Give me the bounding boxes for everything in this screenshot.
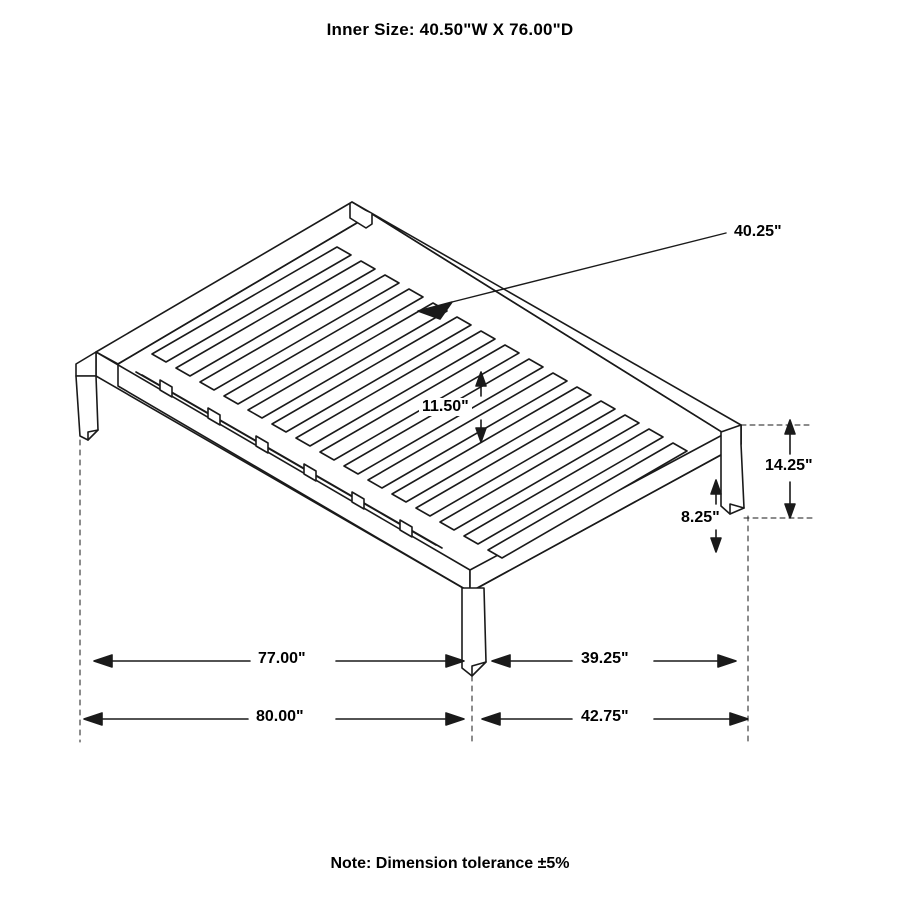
dim-label-length-inner: 77.00" [255,650,309,668]
dim-row-outer [84,713,748,725]
dim-label-width-top: 40.25" [731,223,785,241]
dim-40-25 [418,233,726,319]
dim-11-50 [476,372,486,442]
dim-label-width-outer: 42.75" [578,708,632,726]
bed-frame-outline [76,202,744,676]
dim-label-slat-clearance: 11.50" [419,398,472,416]
dim-label-overall-height: 14.25" [762,457,816,475]
dim-label-floor-to-rail: 8.25" [678,509,723,527]
dim-label-width-inner: 39.25" [578,650,632,668]
dim-row-inner [94,655,736,667]
tolerance-note: Note: Dimension tolerance ±5% [330,855,570,872]
page-title: Inner Size: 40.50"W X 76.00"D [326,20,574,39]
dim-label-length-outer: 80.00" [253,708,307,726]
